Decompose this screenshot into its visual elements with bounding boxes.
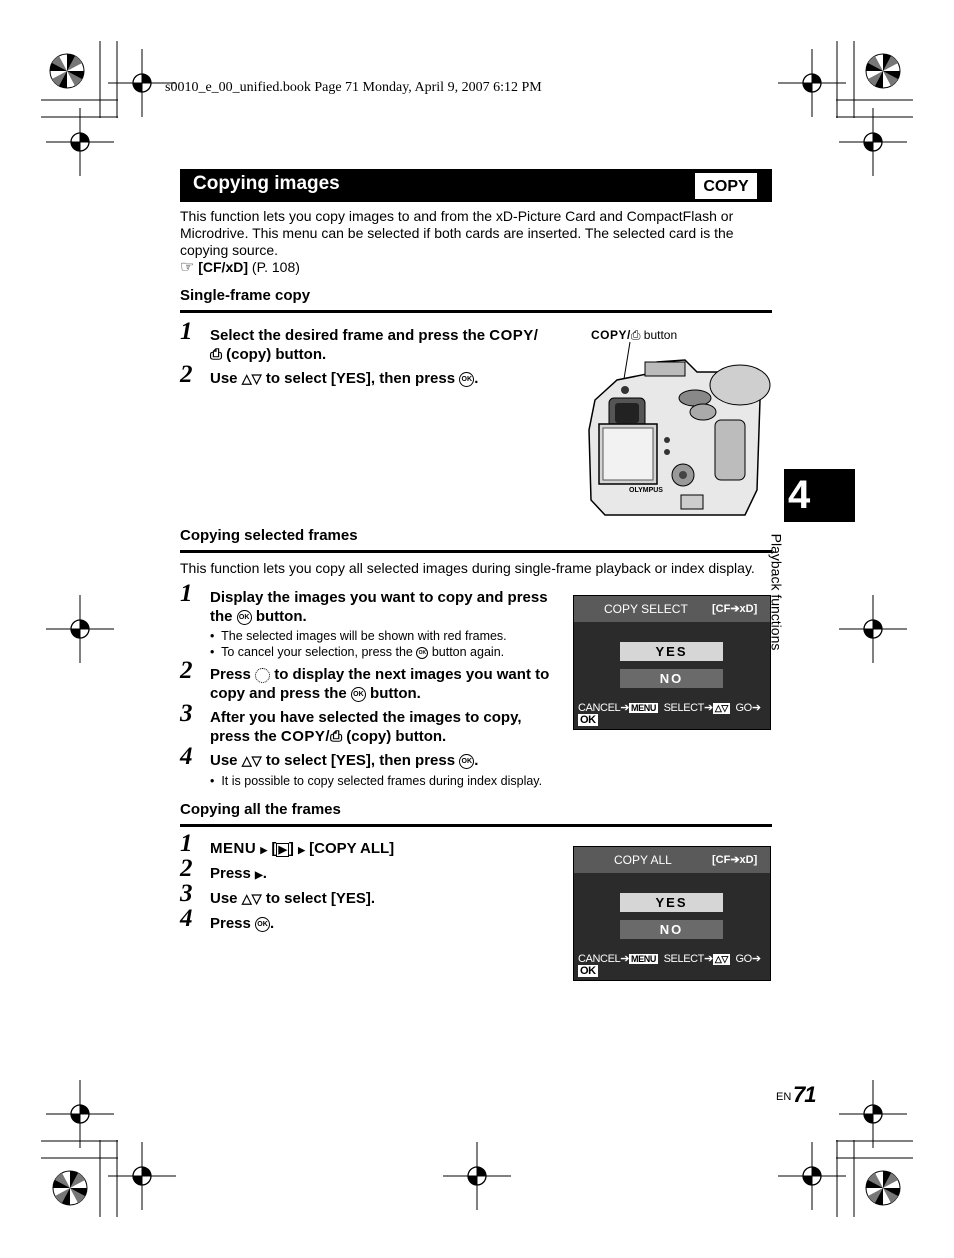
- print-icon: ⎙: [210, 346, 223, 363]
- bullet-item: • The selected images will be shown with red frames.: [210, 629, 507, 643]
- step-text: [210, 839, 394, 860]
- step-text-part: (copy) button.: [222, 346, 327, 363]
- step-text: [210, 665, 550, 703]
- step-number: 3: [180, 700, 193, 727]
- step-text-part: .: [474, 752, 479, 769]
- right-arrow-icon: ▶: [255, 870, 263, 881]
- yes-option: YES: [620, 642, 723, 661]
- ok-key-icon: OK: [580, 714, 596, 726]
- chapter-label: Playback functions: [768, 533, 785, 651]
- menu-key-icon: MENU: [631, 703, 656, 713]
- menu-symbol: MENU: [210, 840, 257, 857]
- screen-footer: [578, 701, 770, 726]
- print-icon: ⎙: [630, 328, 641, 342]
- reference-bold: [CF/xD]: [198, 259, 249, 275]
- screen-header: [574, 847, 770, 873]
- step-text: [210, 914, 274, 933]
- step-text-part: Use: [210, 752, 242, 769]
- step-number: 3: [180, 880, 193, 907]
- step-text-part: Select the desired frame and press the: [210, 327, 490, 344]
- step-number: 2: [180, 855, 193, 882]
- step-text-part: to select [YES], then press: [261, 752, 460, 769]
- screen-header: [574, 596, 770, 622]
- intro-paragraph: This function lets you copy images to and from the xD-Picture Card and CompactFlash or Microdrive. This menu can be selected if both cards are inserted. The selected card is the copying source.: [180, 208, 734, 258]
- screen-footer: [578, 952, 770, 977]
- ok-button-icon: OK: [459, 754, 474, 769]
- footer-go: GO➔: [735, 953, 761, 965]
- step-text: [210, 369, 478, 388]
- step-text-part: Press: [210, 915, 256, 932]
- ok-key-icon: OK: [580, 965, 596, 977]
- step-number: 4: [180, 743, 193, 770]
- copy-select-screen: [573, 595, 771, 730]
- copy-all-screen: [573, 846, 771, 981]
- step-text-part: [COPY ALL]: [305, 840, 395, 857]
- step-number: 1: [180, 318, 193, 345]
- section-rule: [180, 550, 772, 553]
- section-rule: [180, 824, 772, 827]
- footer-select: SELECT➔: [663, 702, 713, 714]
- step-text-part: button.: [251, 608, 307, 625]
- reference-page: (P. 108): [248, 259, 300, 275]
- step-text-part: to select [YES], then press: [261, 370, 460, 387]
- section-heading-all-frames: Copying all the frames: [180, 801, 341, 818]
- section-heading-single-frame: Single-frame copy: [180, 287, 311, 304]
- step-text-part: Press: [210, 865, 256, 882]
- step-text: [210, 708, 560, 746]
- reference-line: [180, 257, 300, 277]
- step-number: 1: [180, 580, 193, 607]
- step-text-part: [: [267, 840, 277, 857]
- step-text-part: .: [262, 865, 267, 882]
- step-text-part: Use: [210, 370, 242, 387]
- step-text-part: Use: [210, 890, 242, 907]
- footer-go: GO➔: [735, 702, 761, 714]
- page-title: Copying images: [193, 173, 340, 194]
- updown-key-icon: △▽: [714, 954, 728, 964]
- step-text: [210, 864, 267, 885]
- camera-brand: OLYMPUS: [629, 487, 663, 494]
- step-text-part: .: [270, 915, 275, 932]
- bullet-item: • To cancel your selection, press the OK button again.: [210, 645, 505, 659]
- no-option: NO: [620, 920, 723, 939]
- step-text: [210, 751, 478, 770]
- arrow-pad-icon: [255, 668, 270, 683]
- yes-option: YES: [620, 893, 723, 912]
- book-info: s0010_e_00_unified.book Page 71 Monday, April 9, 2007 6:12 PM: [165, 80, 542, 95]
- screen-card-tag: [CF➔xD]: [712, 603, 758, 615]
- step-text-part: to select [YES].: [261, 890, 376, 907]
- ok-button-icon: OK: [237, 610, 252, 625]
- step-text: [210, 326, 582, 364]
- step-number: 2: [180, 657, 193, 684]
- play-icon: ▶: [278, 844, 287, 856]
- step-text-part: After you have selected the images to copy, press the: [210, 709, 522, 745]
- step-text-part: ]: [288, 840, 299, 857]
- bullet-item: • It is possible to copy selected frames during index display.: [210, 774, 543, 788]
- arrow-icon: ▶: [298, 845, 305, 855]
- step-text: [210, 889, 375, 908]
- camera-illustration: [585, 340, 775, 520]
- selected-frames-intro: This function lets you copy all selected images during single-frame playback or index display.: [180, 560, 755, 576]
- step-text-part: button.: [365, 685, 421, 702]
- step-text-part: (copy) button.: [342, 728, 447, 745]
- menu-key-icon: MENU: [631, 954, 656, 964]
- bullet-text: button again.: [428, 645, 505, 659]
- up-down-icon: △▽: [241, 371, 262, 386]
- reference-icon: ☞: [180, 259, 195, 276]
- screen-card-tag: [CF➔xD]: [712, 854, 758, 866]
- chapter-tab: 4: [784, 469, 855, 522]
- up-down-icon: △▽: [241, 753, 262, 768]
- print-icon: ⎙: [330, 728, 343, 745]
- no-option: NO: [620, 669, 723, 688]
- step-text-part: .: [474, 370, 479, 387]
- footer-select: SELECT➔: [663, 953, 713, 965]
- copy-badge: COPY: [694, 172, 758, 200]
- step-number: 1: [180, 830, 193, 857]
- copy-symbol: COPY/: [591, 328, 631, 342]
- ok-button-icon: OK: [416, 647, 428, 659]
- updown-key-icon: △▽: [714, 703, 728, 713]
- screen-title: COPY SELECT: [604, 602, 688, 616]
- camera-label-text: button: [640, 328, 678, 342]
- section-rule: [180, 310, 772, 313]
- bullet-text: It is possible to copy selected frames during index display.: [221, 774, 543, 788]
- step-number: 4: [180, 905, 193, 932]
- copy-symbol: COPY/: [489, 327, 539, 344]
- step-number: 2: [180, 361, 193, 388]
- language-label: EN: [776, 1091, 792, 1103]
- screen-title: COPY ALL: [614, 853, 672, 867]
- section-heading-selected-frames: Copying selected frames: [180, 527, 358, 544]
- bullet-text: To cancel your selection, press the: [221, 645, 417, 659]
- footer-cancel: CANCEL➔: [578, 702, 630, 714]
- footer-cancel: CANCEL➔: [578, 953, 630, 965]
- ok-button-icon: OK: [351, 687, 366, 702]
- step-text-part: Press: [210, 666, 256, 683]
- page-number: 71: [793, 1082, 816, 1107]
- ok-button-icon: OK: [255, 917, 270, 932]
- ok-button-icon: OK: [459, 372, 474, 387]
- step-text-part: to display the next images you want to copy and press the: [210, 666, 550, 702]
- bullet-text: The selected images will be shown with red frames.: [221, 629, 507, 643]
- copy-symbol: COPY/: [280, 728, 331, 745]
- arrow-icon: ▶: [260, 845, 268, 855]
- step-text: [210, 588, 550, 626]
- step-text-part: Display the images you want to copy and press the: [210, 589, 548, 625]
- up-down-icon: △▽: [241, 891, 262, 906]
